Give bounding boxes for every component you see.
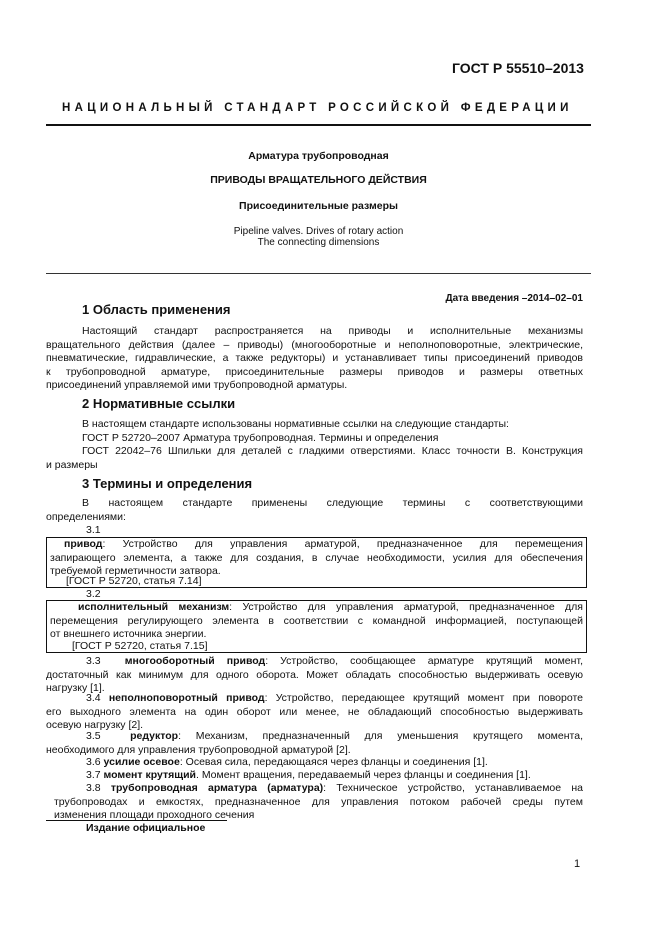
document-code: ГОСТ Р 55510–2013 [452,60,584,76]
normative-reference: ГОСТ Р 52720–2007 Арматура трубопроводная. Термины и определения [82,431,439,444]
english-title-line-2: The connecting dimensions [257,237,380,248]
term-3-7 [46,769,583,783]
section-2-heading: 2 Нормативные ссылки [82,396,236,411]
term-source: [ГОСТ Р 52720, статья 7.14] [66,575,202,587]
term-line: изменения площади проходного сечения [54,809,255,821]
term-number: 3.8 [86,782,101,794]
term-line: перемещения регулирующего элемента в соответствии с командной информацией, поступающей [50,614,583,627]
term-name: усилие осевое [103,756,180,768]
text-line: определениями: [46,510,126,523]
term-name: многооборотный привод [124,655,266,667]
page-number: 1 [574,858,581,870]
term-name: редуктор [130,730,179,742]
normative-reference: ГОСТ 22042–76 Шпильки для деталей с гладкими отверстиями. Класс точности В. Конструкция [82,445,583,457]
term-line: осевую нагрузку [2]. [46,719,144,731]
term-number: 3.2 [86,588,101,600]
title-line-2: ПРИВОДЫ ВРАЩАТЕЛЬНОГО ДЕЙСТВИЯ [210,174,427,186]
term-line: требуемой герметичности затвора. [50,565,221,577]
term-number: 3.1 [86,524,101,536]
term-line [46,730,583,744]
header-rule [46,124,591,126]
term-3-6 [46,756,583,770]
section-3-heading: 3 Термины и определения [82,476,253,491]
text-line: В настоящем стандарте применены следующие термины с соответствующими [82,497,583,509]
term-number: 3.3 [86,655,101,667]
footnote-rule [46,820,227,821]
term-line: запирающего элемента, а также для создания, в случае необходимости, усилия для обеспечения [50,551,583,564]
section-1-heading: 1 Область применения [82,302,231,317]
term-name: неполноповоротный привод [108,692,265,704]
term-3-4 [46,692,583,733]
term-text: : Устройство, передающее крутящий момент при повороте [264,692,583,704]
text-line: к трубопроводной арматуре, присоединительные размеры приводов и размеры ответных [46,365,583,378]
term-line: достаточный как минимум для одного оборота. Может обладать способностью выдерживать осевую [46,668,583,681]
term-line [46,782,583,796]
text-line: и размеры [46,458,98,471]
term-line: его выходного элемента на один оборот или менее, не обладающий способностью выдерживать [46,705,583,718]
edition-label: Издание официальное [86,822,206,834]
term-source: [ГОСТ Р 52720, статья 7.15] [72,640,208,652]
term-line [46,756,583,770]
term-name: трубопроводная арматура (арматура) [110,782,324,794]
term-name: исполнительный механизм [78,601,230,613]
national-standard-header: НАЦИОНАЛЬНЫЙ СТАНДАРТ РОССИЙСКОЙ ФЕДЕРАЦИИ [62,102,573,114]
term-line: необходимого для управления трубопроводной арматурой [2]. [46,743,351,756]
text-line: В настоящем стандарте использованы нормативные ссылки на следующие стандарты: [82,418,509,430]
term-text: : Устройство для управления арматурой, предназначенное для перемещения [102,538,583,550]
term-name: привод [64,538,103,550]
term-text: : Механизм, предназначенный для уменьшения крутящего момента, [178,730,583,742]
effective-date: Дата введения –2014–02–01 [445,293,583,304]
term-number: 3.7 [86,769,101,781]
term-text: : Осевая сила, передающаяся через фланцы и соединения [1]. [179,756,488,768]
term-number: 3.4 [86,692,101,704]
term-line [46,692,583,706]
term-3-8 [46,782,583,823]
title-line-3: Присоединительные размеры [239,200,398,212]
text-line: Настоящий стандарт распространяется на приводы и исполнительные механизмы [82,325,583,337]
term-name: момент крутящий [103,769,196,781]
term-line [50,538,583,552]
term-line [46,655,583,669]
term-3-3 [46,655,583,696]
section-1-body [46,325,583,393]
term-line [50,601,583,615]
term-number: 3.6 [86,756,101,768]
term-text: : Устройство, сообщающее арматуре крутящий момент, [265,655,583,667]
term-text: : Устройство для управления арматурой, предназначенное для [229,601,583,613]
term-line: трубопроводах и емкостях, предназначенное для управления потоком рабочей среды путем [54,795,583,808]
term-3-5 [46,730,583,757]
section-3-intro [46,497,583,524]
term-line: нагрузку [1]. [46,682,105,694]
text-line: вращательного действия (далее – приводы) (многооборотные и неполноповоротные, электрические, [46,338,583,351]
term-text: . Момент вращения, передаваемый через фланцы и соединения [1]. [195,769,531,781]
text-line: пневматические, гидравлические, а также редукторы) и устанавливает типы присоединений приводов [46,352,583,364]
text-line: присоединений управляемой ими трубопроводной арматуры. [46,379,348,391]
term-number: 3.5 [86,730,101,742]
term-line: от внешнего источника энергии. [50,628,207,640]
title-line-1: Арматура трубопроводная [248,150,389,162]
english-title [46,226,591,248]
term-text: : Техническое устройство, устанавливаемое на [323,782,583,794]
term-line [46,769,583,783]
english-title-line-1: Pipeline valves. Drives of rotary action [233,226,404,237]
section-2-body [46,418,583,472]
title-rule [46,273,591,274]
